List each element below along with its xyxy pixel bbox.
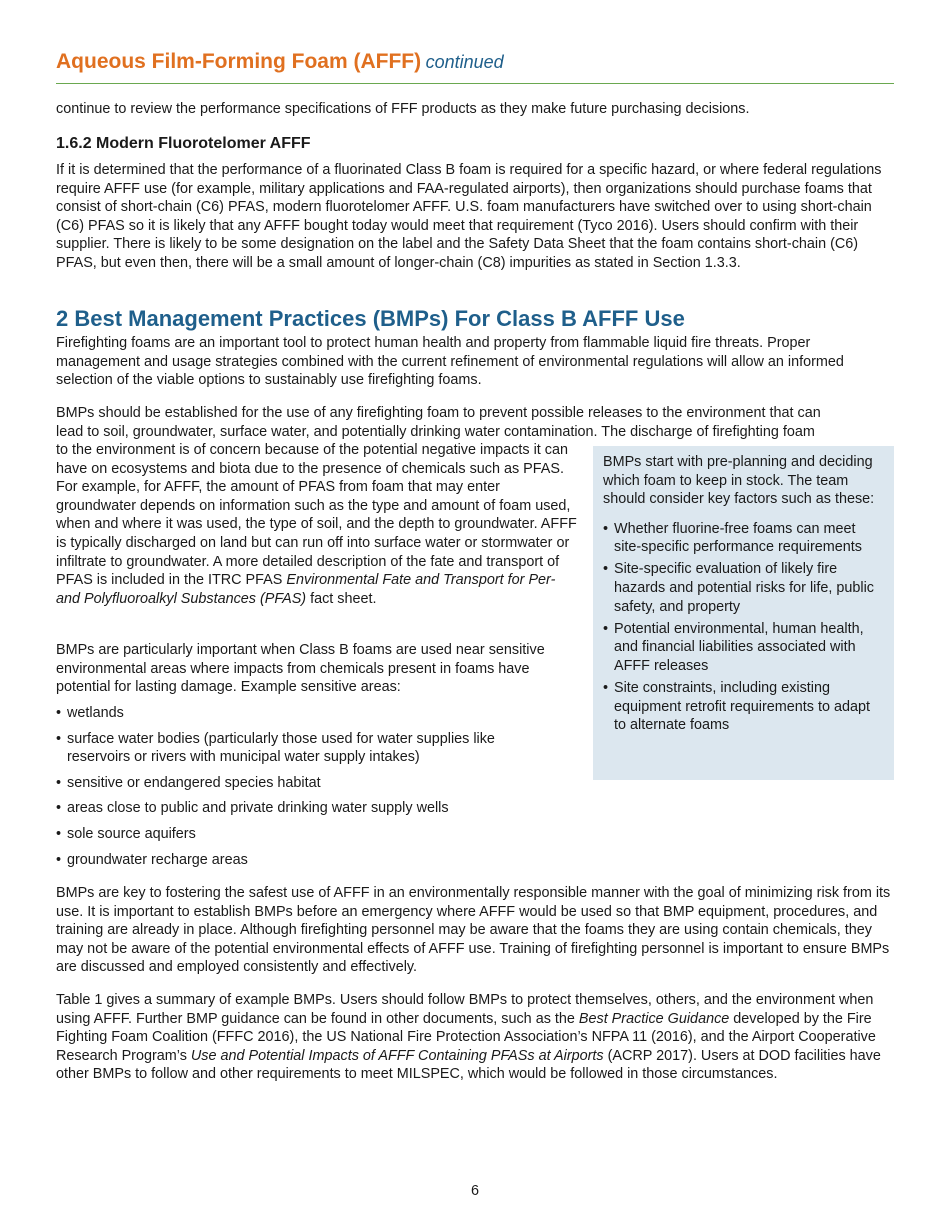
section-2-paragraph-2 [56, 441, 578, 608]
page-number: 6 [470, 1183, 479, 1199]
p5-text: developed by the Fire Fighting Foam Coalition (FFFC 2016), the US National Fire Protection Association’s NFPA 11 (2016), and the Airport Cooperative Research Program’s [56, 1010, 876, 1064]
p5-acrp-title: Use and Potential Impacts of AFFF Containing PFASs at Airports [190, 1047, 604, 1064]
intro-paragraph: continue to review the performance specifications of FFF products as they make future purchasing decisions. [56, 101, 750, 117]
header-continued: continued [425, 52, 504, 72]
p2-text-end: fact sheet. [306, 590, 377, 607]
section-2-heading: 2 Best Management Practices (BMPs) For Class B AFFF Use [56, 306, 685, 331]
sidebar-intro: BMPs start with pre-planning and deciding which foam to keep in stock. The team should consider key factors such as these: [603, 454, 875, 508]
section-162-body: If it is determined that the performance of a fluorinated Class B foam is required for a specific hazard, or where federal regulations require AFFF use (for example, military applications and FAA-regulated airports), then organizations should purchase foams that consist of short-chain (C6) PFAS, modern fluorotelomer AFFF. U.S. foam manufacturers have switched over to using short-chain (C6) PFAS so it is likely that any AFFF bought today would meet that requirement (Tyco 2016). Users should confirm with their supplier. There is likely to be some designation on the label and the Safety Data Sheet that the foam contains short-chain (C6) PFAS, but even then, there will be a small amount of longer-chain (C8) impurities as stated in Section 1.3.3. [56, 162, 882, 271]
list-item: • sole source aquifers [56, 825, 546, 844]
section-2-paragraph-3: BMPs are particularly important when Class B foams are used near sensitive environmental areas where impacts from chemicals present in foams have potential for lasting damage. Example sensitive areas: [56, 642, 545, 696]
bmp-sidebar-box [593, 446, 894, 780]
list-item: • Whether fluorine-free foams can meet site-specific performance requirements [603, 520, 884, 557]
list-item: • Site constraints, including existing equipment retrofit requirements to adapt to alternate foams [603, 679, 884, 735]
list-item: • surface water bodies (particularly those used for water supplies like reservoirs or rivers with municipal water supply intakes) [56, 730, 546, 767]
list-item: • Potential environmental, human health, and financial liabilities associated with AFFF releases [603, 620, 884, 676]
list-item: • Site-specific evaluation of likely fire hazards and potential risks for life, public safety, and property [603, 560, 884, 616]
section-2-paragraph-4: BMPs are key to fostering the safest use of AFFF in an environmentally responsible manner with the goal of minimizing risk from its use. It is important to establish BMPs before an emergency where AFFF would be used so that BMP equipment, procedures, and training are already in place. Although firefighting personnel may be aware that the foams they are using contain chemicals, they may not be aware of the potential environmental effects of AFFF use. Training of firefighting personnel is important to ensure BMPs are discussed and employed consistently and effectively. [56, 885, 891, 976]
section-2-paragraph-5 [56, 991, 894, 1084]
p5-text: (ACRP 2017). Users at DOD facilities have other BMPs to follow and other requirements to meet MILSPEC, which would be followed in those circumstances. [56, 1047, 881, 1083]
p2-line-2: lead to soil, groundwater, surface water, and potentially drinking water contamination. The discharge of firefighting foam [56, 423, 815, 440]
section-2-paragraph-2-lead [56, 404, 894, 441]
section-162-heading: 1.6.2 Modern Fluorotelomer AFFF [56, 135, 311, 152]
list-item: • wetlands [56, 704, 546, 723]
list-item: • areas close to public and private drinking water supply wells [56, 799, 546, 818]
p2-fact-sheet-title: Environmental Fate and Transport for Per- and Polyfluoroalkyl Substances (PFAS) [56, 572, 556, 607]
sidebar-factor-list [603, 520, 884, 735]
list-item: • sensitive or endangered species habitat [56, 774, 546, 793]
list-item: • groundwater recharge areas [56, 851, 546, 870]
header-title: Aqueous Film-Forming Foam (AFFF) [56, 50, 422, 73]
p5-best-practice-title: Best Practice Guidance [578, 1010, 730, 1027]
section-2-paragraph-1: Firefighting foams are an important tool to protect human health and property from flammable liquid fire threats. Proper management and usage strategies combined with the current refinement of environmental regulations will allow an informed selection of the viable options to sustainably use firefighting foams. [56, 335, 844, 389]
p2-line-1: BMPs should be established for the use of any firefighting foam to prevent possible releases to the environment that can [56, 405, 821, 421]
running-header [56, 50, 894, 84]
sensitive-areas-list [56, 704, 546, 869]
p2-text: to the environment is of concern because of the potential negative impacts it can have on ecosystems and biota due to the presence of chemicals such as PFAS. For example, for AFFF, the amount of PFAS from foam that may enter groundwater depends on information such as the type and amount of foam used, when and where it was used, the type of soil, and the depth to groundwater. AFFF is typically discharged on land but can run off into surface water or stormwater or infiltrate to groundwater. A more detailed description of the fate and transport of PFAS is included in the ITRC PFAS [56, 442, 577, 589]
p5-text: Table 1 gives a summary of example BMPs. Users should follow BMPs to protect themselves, others, and the environment when using AFFF. Further BMP guidance can be found in other documents, such as the [56, 992, 874, 1027]
